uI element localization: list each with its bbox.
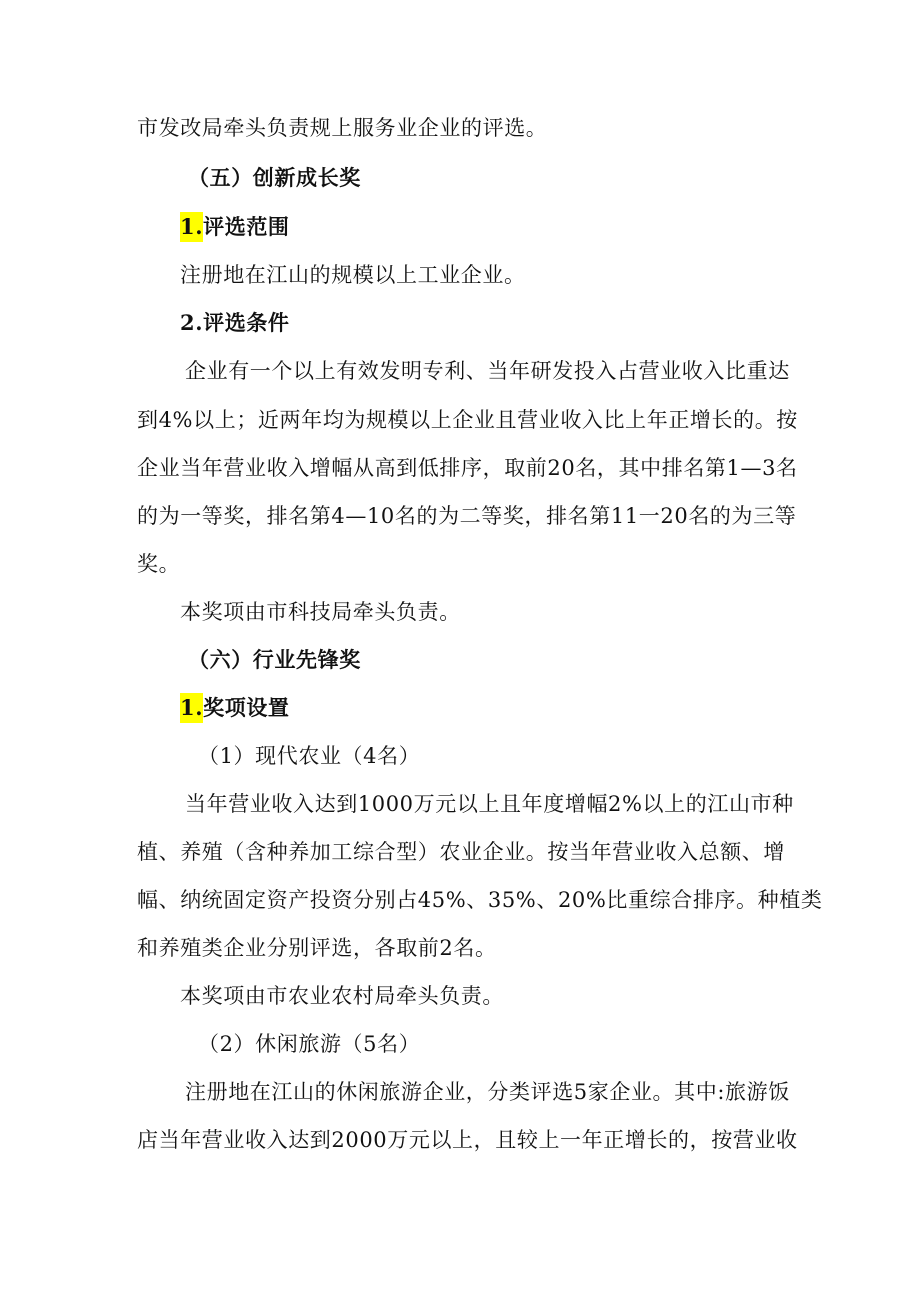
text-line: 市发改局牵头负责规上服务业企业的评选。	[137, 116, 548, 140]
highlighted-number: 1.	[180, 212, 203, 242]
text-line: 幅、纳统固定资产投资分别占45%、35%、20%比重综合排序。种植类	[137, 888, 823, 912]
text-line: 到4%以上；近两年均为规模以上企业且营业收入比上年正增长的。按	[137, 408, 798, 432]
item-heading-agriculture: （1）现代农业（4名）	[198, 744, 421, 768]
text-line: 本奖项由市农业农村局牵头负责。	[180, 984, 504, 1008]
text-line: 和养殖类企业分别评选，各取前2名。	[137, 936, 497, 960]
item-heading-tourism: （2）休闲旅游（5名）	[198, 1032, 421, 1056]
text-line: 企业有一个以上有效发明专利、当年研发投入占营业收入比重达	[185, 359, 790, 383]
highlighted-number: 1.	[180, 693, 203, 723]
text-line: 的为一等奖，排名第4—10名的为二等奖，排名第11一20名的为三等	[137, 504, 797, 528]
subheading-setting	[180, 693, 290, 723]
subheading-scope	[180, 212, 290, 242]
text-line: 企业当年营业收入增幅从高到低排序，取前20名，其中排名第1—3名	[137, 456, 798, 480]
section-heading-6: （六）行业先锋奖	[188, 647, 361, 672]
text-line: 当年营业收入达到1000万元以上且年度增幅2%以上的江山市种	[185, 792, 794, 816]
text-line: 奖。	[137, 552, 181, 576]
text-line: 植、养殖（含种养加工综合型）农业企业。按当年营业收入总额、增	[137, 840, 785, 864]
text-line: 本奖项由市科技局牵头负责。	[180, 600, 461, 624]
subheading-conditions: 2.评选条件	[180, 310, 290, 335]
subheading-label: 奖项设置	[203, 695, 290, 720]
subheading-label: 评选范围	[203, 214, 290, 239]
text-line: 注册地在江山的休闲旅游企业，分类评选5家企业。其中:旅游饭	[185, 1080, 790, 1104]
text-line: 注册地在江山的规模以上工业企业。	[180, 263, 526, 287]
text-line: 店当年营业收入达到2000万元以上，且较上一年正增长的，按营业收	[137, 1128, 798, 1152]
section-heading-5: （五）创新成长奖	[188, 165, 361, 190]
